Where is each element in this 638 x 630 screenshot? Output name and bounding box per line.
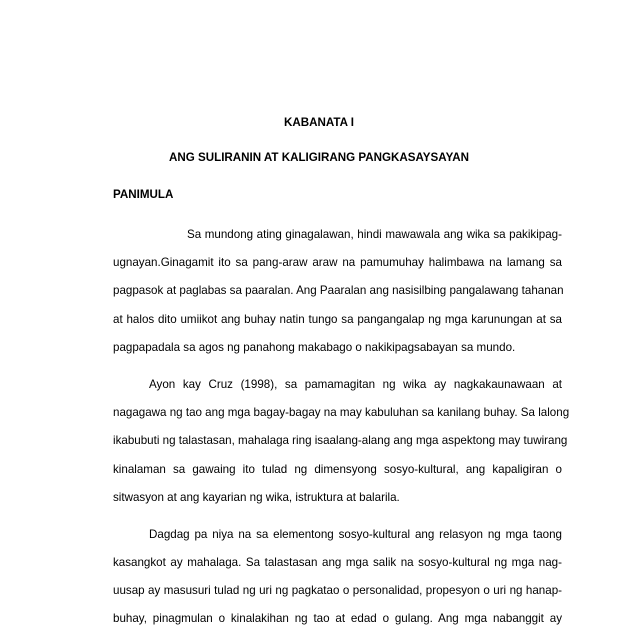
paragraph-line: Sa mundong ating ginagalawan, hindi mawawala ang wika sa pakikipag-	[187, 228, 562, 241]
section-heading: PANIMULA	[113, 188, 174, 201]
paragraph-line: sitwasyon at ang kayarian ng wika, istruktura at balarila.	[113, 491, 400, 504]
paragraph-line: nagagawa ng tao ang mga bagay-bagay na may kabuluhan sa kanilang buhay. Sa lalong	[113, 406, 570, 419]
paragraph-line: pagpasok at paglabas sa paaralan. Ang Paaralan ang nasisilbing pangalawang tahanan	[113, 284, 564, 297]
paragraph-line: uusap ay masusuri tulad ng uri ng pagkatao o personalidad, propesyon o uri ng hanap-	[113, 584, 562, 597]
paragraph-line: ikabubuti ng talastasan, mahalaga ring isaalang-alang ang mga aspektong may tuwirang	[113, 434, 568, 447]
paragraph-line: kinalaman sa gawaing ito tulad ng dimensyong sosyo-kultural, ang kapaligiran o	[113, 463, 562, 476]
paragraph-line: pagpapadala sa agos ng panahong makabago o nakikipagsabayan sa mundo.	[113, 341, 516, 354]
paragraph-line: kasangkot ay mahalaga. Sa talastasan ang mga salik na sosyo-kultural ng mga nag-	[113, 556, 562, 569]
paragraph-line: Ayon kay Cruz (1998), sa pamamagitan ng wika ay nagkakaunawaan at	[149, 378, 562, 391]
chapter-number: KABANATA I	[284, 116, 354, 129]
paragraph-line: buhay, pinagmulan o kinalakihan ng tao at edad o gulang. Ang mga nabanggit ay	[113, 612, 562, 625]
paragraph-line: Dagdag pa niya na sa elementong sosyo-kultural ang relasyon ng mga taong	[149, 528, 562, 541]
paragraph-line: ugnayan.Ginagamit ito sa pang-araw araw na pamumuhay halimbawa na lamang sa	[113, 256, 562, 269]
chapter-title: ANG SULIRANIN AT KALIGIRANG PANGKASAYSAYAN	[169, 151, 469, 164]
paragraph-line: at halos dito umiikot ang buhay natin tungo sa pangangalap ng mga karunungan at sa	[113, 313, 562, 326]
